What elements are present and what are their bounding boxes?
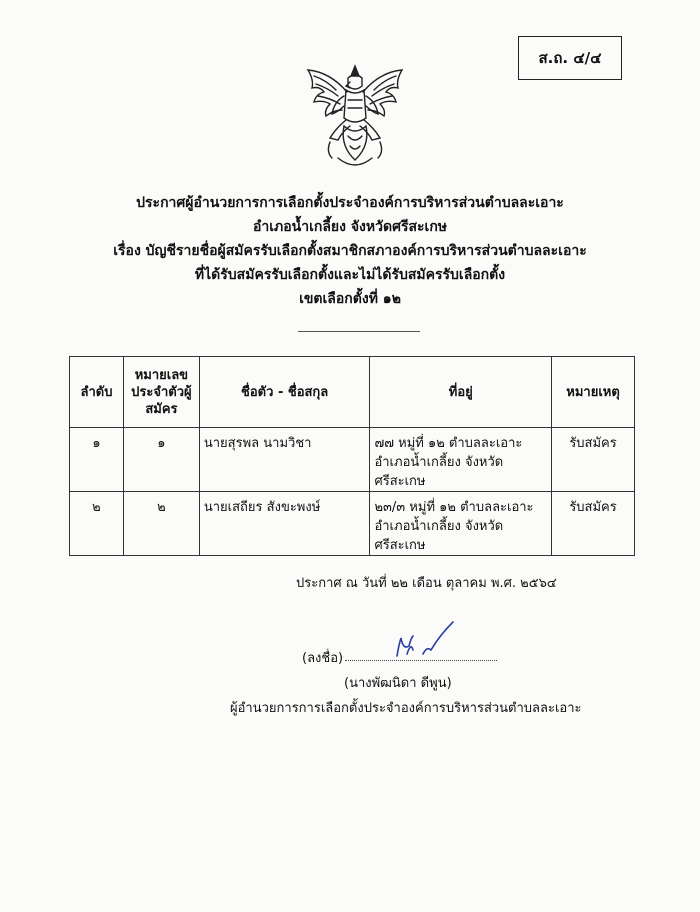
table-header-row — [70, 357, 635, 428]
form-code-box — [518, 36, 622, 80]
heading-district: เขตเลือกตั้งที่ ๑๒ — [299, 291, 401, 307]
signature-line — [345, 660, 497, 661]
header-address: ที่อยู่ — [370, 357, 552, 428]
heading-divider — [298, 331, 420, 332]
garuda-emblem-icon — [300, 62, 410, 174]
signer-title: ผู้อำนวยการการเลือกตั้งประจำองค์การบริหารส่วนตำบลละเอาะ — [230, 701, 582, 716]
heading-line-4: ที่ได้รับสมัครรับเลือกตั้งและไม่ได้รับสมัครรับเลือกตั้ง — [194, 267, 506, 283]
table-row — [70, 428, 635, 492]
cell-address — [370, 492, 552, 556]
cell-order: ๒ — [70, 492, 124, 556]
header-name: ชื่อตัว - ชื่อสกุล — [199, 357, 370, 428]
cell-order: ๑ — [70, 428, 124, 492]
cell-number: ๒ — [123, 492, 199, 556]
signature-label: (ลงชื่อ) — [302, 651, 344, 666]
heading-line-2: อำเภอน้ำเกลี้ยง จังหวัดศรีสะเกษ — [252, 219, 448, 235]
address-line-1: ๗๗ หมู่ที่ ๑๒ ตำบลละเอาะ — [374, 436, 523, 451]
form-code: ส.ถ. ๔/๔ — [538, 49, 602, 67]
header-number: หมายเลขประจำตัวผู้สมัคร — [123, 357, 199, 428]
header-order: ลำดับ — [70, 357, 124, 428]
cell-remark: รับสมัคร — [552, 492, 635, 556]
cell-remark: รับสมัคร — [552, 428, 635, 492]
address-line-2: อำเภอน้ำเกลี้ยง จังหวัดศรีสะเกษ — [374, 455, 504, 489]
signer-name: (นางพัฒนิดา ดีพูน) — [344, 676, 452, 691]
candidate-table — [69, 356, 635, 556]
header-remark: หมายเหตุ — [552, 357, 635, 428]
cell-address — [370, 428, 552, 492]
cell-number: ๑ — [123, 428, 199, 492]
address-line-2: อำเภอน้ำเกลี้ยง จังหวัดศรีสะเกษ — [374, 519, 504, 553]
table-row — [70, 492, 635, 556]
signature-icon — [387, 616, 457, 664]
announcement-date: ประกาศ ณ วันที่ ๒๒ เดือน ตุลาคม พ.ศ. ๒๕๖๔ — [296, 576, 557, 591]
cell-name: นายสุรพล นามวิชา — [199, 428, 370, 492]
heading-subject: เรื่อง บัญชีรายชื่อผู้สมัครรับเลือกตั้งสมาชิกสภาองค์การบริหารส่วนตำบลละเอาะ — [113, 243, 587, 259]
heading-line-1: ประกาศผู้อำนวยการการเลือกตั้งประจำองค์การบริหารส่วนตำบลละเอาะ — [136, 195, 564, 211]
address-line-1: ๒๓/๓ หมู่ที่ ๑๒ ตำบลละเอาะ — [374, 500, 534, 515]
cell-name: นายเสถียร สังขะพงษ์ — [199, 492, 370, 556]
